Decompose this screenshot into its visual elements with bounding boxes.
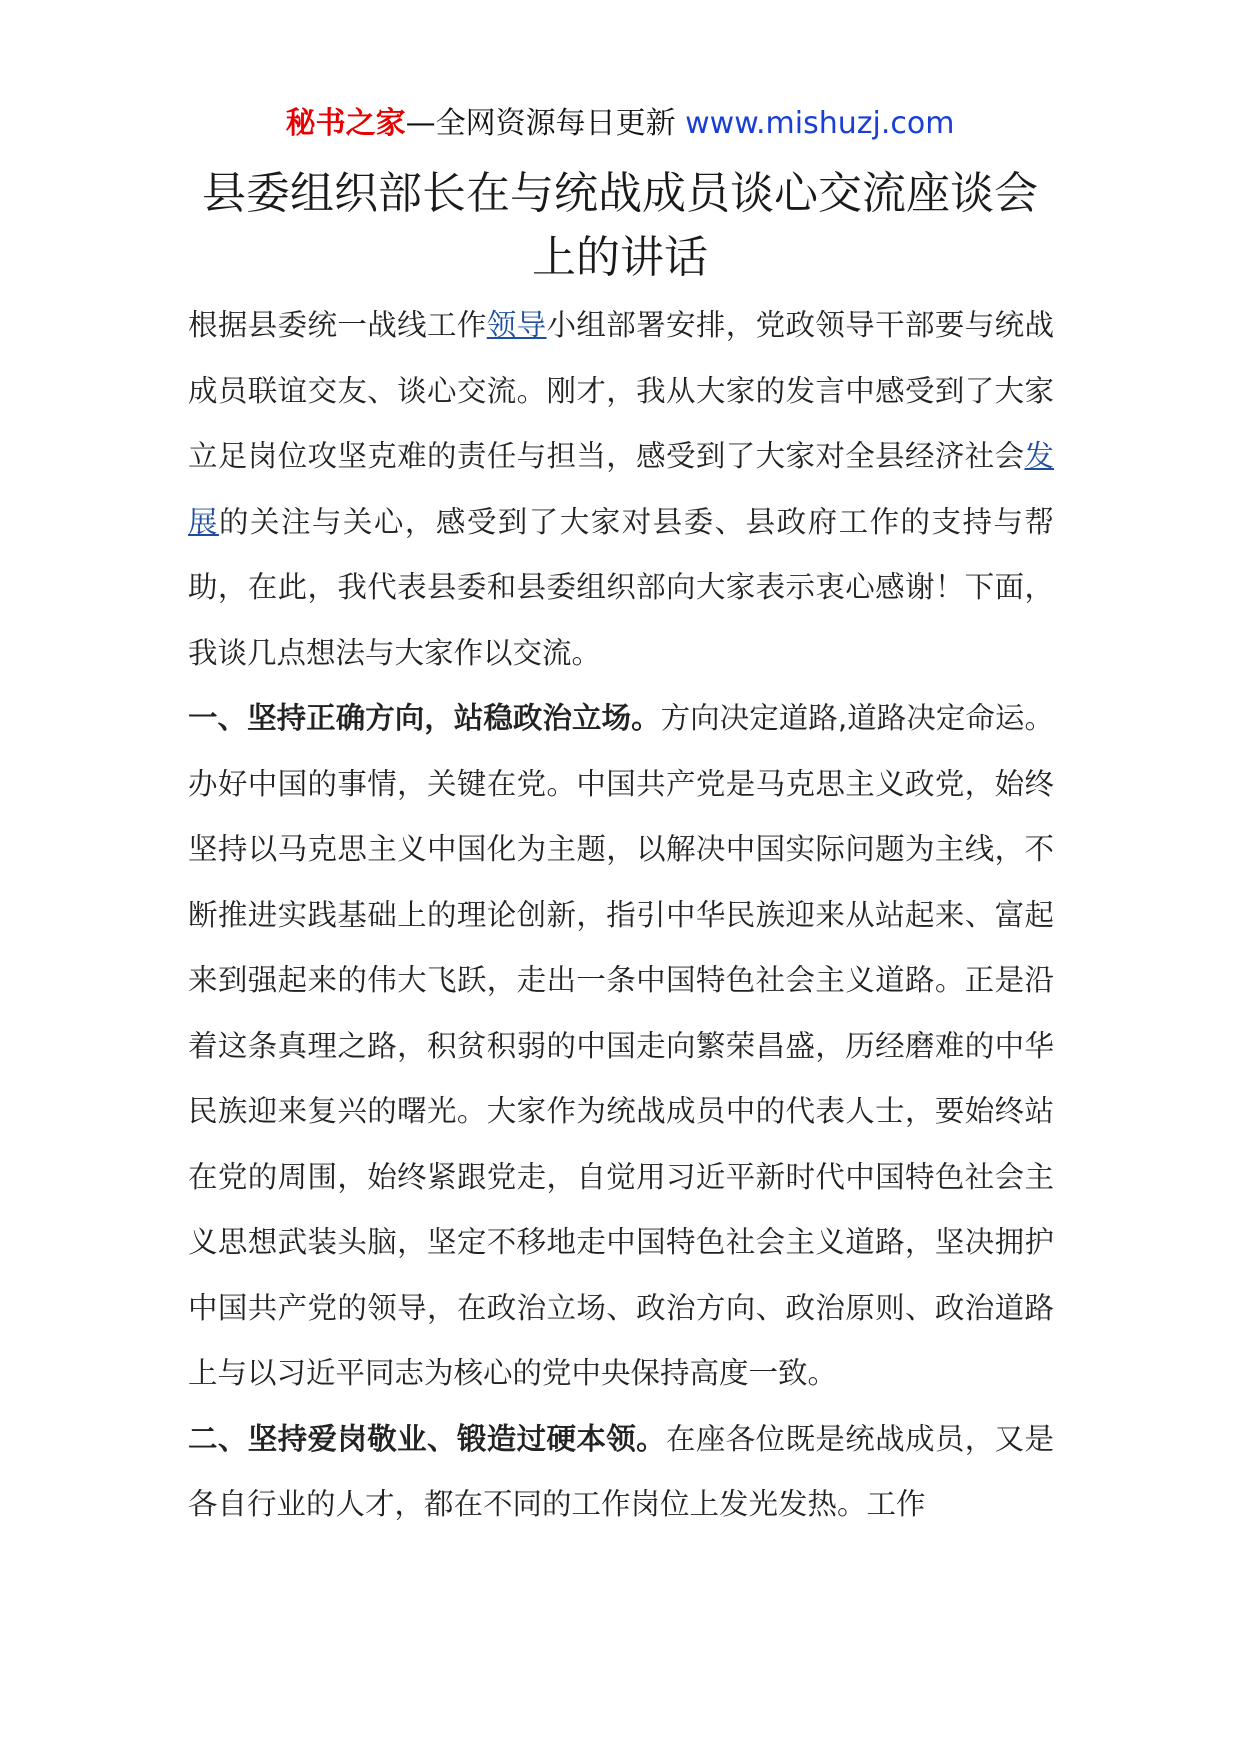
intro-text-3: 的关注与关心，感受到了大家对县委、县政府工作的支持与帮助，在此，我代表县委和县委组织部向大家表示衷心感谢！下面，我谈几点想法与大家作以交流。 xyxy=(188,504,1054,670)
header-tagline: —全网资源每日更新 xyxy=(405,106,686,141)
brand-name: 秘书之家 xyxy=(285,106,406,141)
document-title: 县委组织部长在与统战成员谈心交流座谈会上的讲话 xyxy=(202,168,1038,283)
section-1-paragraph xyxy=(188,686,1054,1407)
intro-paragraph xyxy=(188,293,1054,686)
intro-text-2: 小组部署安排，党政领导干部要与统战成员联谊交友、谈心交流。刚才，我从大家的发言中感受到了大家立足岗位攻坚克难的责任与担当，感受到了大家对全县经济社会 xyxy=(188,308,1054,473)
site-url-link[interactable]: www.mishuzj.com xyxy=(685,106,955,141)
site-header xyxy=(0,102,1240,146)
section-2-paragraph xyxy=(188,1407,1054,1538)
intro-text-1: 根据县委统一战线工作 xyxy=(188,308,487,342)
document-body xyxy=(188,293,1054,1538)
section-1-text: 方向决定道路,道路决定命运。办好中国的事情，关键在党。中国共产党是马克思主义政党，始终坚持以马克思主义中国化为主题，以解决中国实际问题为主线，不断推进实践基础上的理论创新，指引中华民族迎来从站起来、富起来到强起来的伟大飞跃，走出一条中国特色社会主义道路。正是沿着这条真理之路，积贫积弱的中国走向繁荣昌盛，历经磨难的中华民族迎来复兴的曙光。大家作为统战成员中的代表人士，要始终站在党的周围，始终紧跟党走，自觉用习近平新时代中国特色社会主义思想武装头脑，坚定不移地走中国特色社会主义道路，坚决拥护中国共产党的领导，在政治立场、政治方向、政治原则、政治道路上与以习近平同志为核心的党中央保持高度一致。 xyxy=(188,701,1054,1390)
section-2-text: 在座各位既是统战成员，又是各自行业的人才，都在不同的工作岗位上发光发热。工作 xyxy=(188,1421,1054,1521)
section-2-heading: 二、坚持爱岗敬业、锻造过硬本领。 xyxy=(188,1421,666,1456)
link-lingdao[interactable]: 领导 xyxy=(486,308,547,342)
link-fazhan[interactable]: 发展 xyxy=(188,439,1054,539)
section-1-heading: 一、坚持正确方向，站稳政治立场。 xyxy=(188,701,661,735)
